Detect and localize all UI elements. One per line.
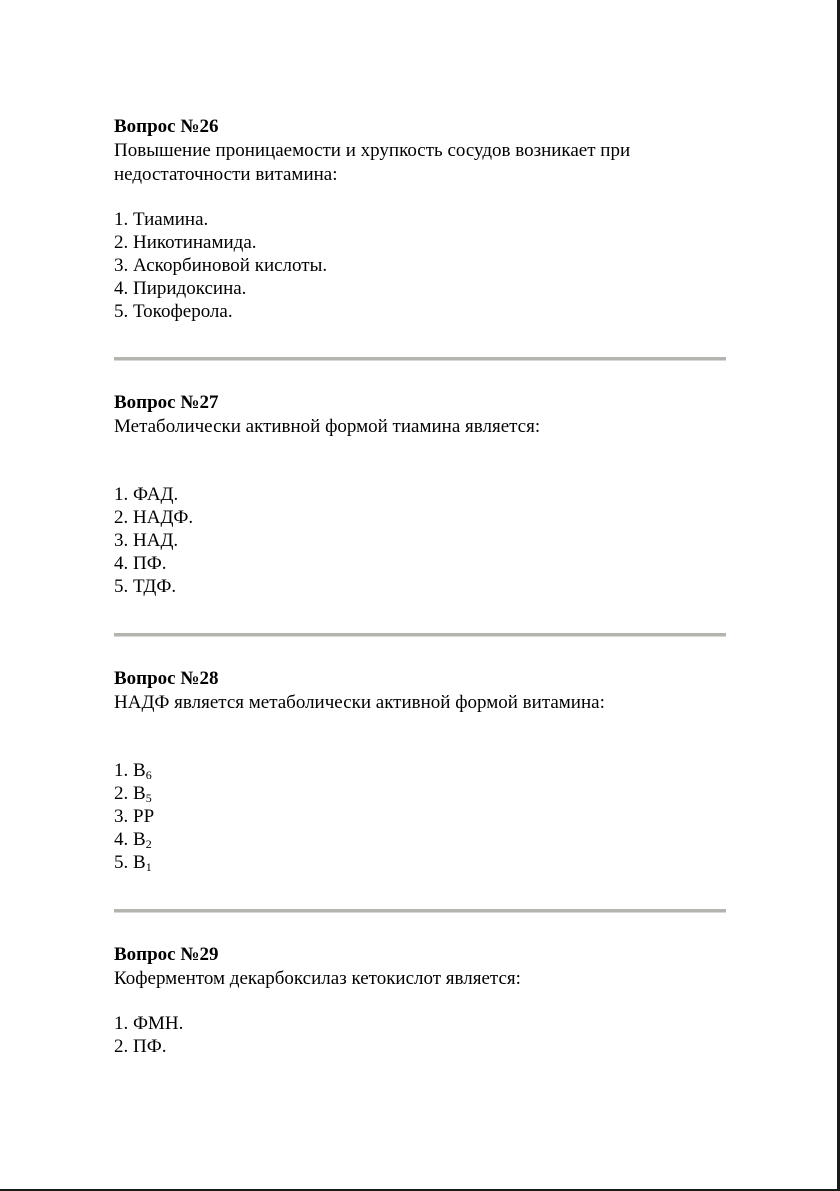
answer-text: 1. Тиамина. xyxy=(114,209,209,230)
question-27 xyxy=(114,391,734,598)
question-26 xyxy=(114,115,734,323)
question-text-line: Метаболически активной формой тиамина является: xyxy=(114,416,541,437)
answer-list xyxy=(114,1012,734,1058)
answer-list xyxy=(114,759,734,874)
answer-text: 2. НАДФ. xyxy=(114,507,194,528)
answer-option xyxy=(114,529,734,552)
answer-text: 5. B xyxy=(114,852,146,873)
question-separator xyxy=(114,909,726,913)
answer-option xyxy=(114,300,734,323)
answer-option xyxy=(114,277,734,300)
answer-subscript: 6 xyxy=(145,768,152,782)
question-title: Вопрос №27 xyxy=(114,392,219,413)
answer-list xyxy=(114,208,734,323)
answer-text: 5. Токоферола. xyxy=(114,301,233,322)
question-text-line: недостаточности витамина: xyxy=(114,164,338,185)
answer-option xyxy=(114,851,734,874)
answer-option xyxy=(114,805,734,828)
question-text-line: Повышение проницаемости и хрупкость сосудов возникает при xyxy=(114,140,631,161)
answer-text: 4. B xyxy=(114,829,146,850)
answer-text: 4. Пиридоксина. xyxy=(114,278,247,299)
answer-option xyxy=(114,575,734,598)
answer-option xyxy=(114,1012,734,1035)
question-title: Вопрос №29 xyxy=(114,944,219,965)
answer-option xyxy=(114,208,734,231)
answer-text: 3. Аскорбиновой кислоты. xyxy=(114,255,328,276)
answer-text: 2. Никотинамида. xyxy=(114,232,257,253)
question-separator xyxy=(114,357,726,361)
question-title: Вопрос №26 xyxy=(114,116,219,137)
question-separator xyxy=(114,633,726,637)
answer-text: 2. ПФ. xyxy=(114,1036,167,1057)
answer-option xyxy=(114,552,734,575)
answer-option xyxy=(114,782,734,805)
question-text-line: Коферментом декарбоксилаз кетокислот является: xyxy=(114,968,521,989)
answer-text: 3. PP xyxy=(114,806,155,827)
answer-option xyxy=(114,231,734,254)
question-28 xyxy=(114,667,734,874)
answer-option xyxy=(114,828,734,851)
answer-text: 1. B xyxy=(114,760,146,781)
answer-text: 1. ФМН. xyxy=(114,1013,184,1034)
answer-option xyxy=(114,483,734,506)
question-title: Вопрос №28 xyxy=(114,668,219,689)
answer-text: 2. B xyxy=(114,783,146,804)
answer-subscript: 2 xyxy=(145,837,152,851)
answer-list xyxy=(114,483,734,598)
answer-subscript: 1 xyxy=(145,860,152,874)
answer-text: 1. ФАД. xyxy=(114,484,179,505)
question-29 xyxy=(114,943,734,1058)
answer-option xyxy=(114,254,734,277)
answer-text: 3. НАД. xyxy=(114,530,179,551)
answer-text: 5. ТДФ. xyxy=(114,576,177,597)
answer-option xyxy=(114,506,734,529)
answer-subscript: 5 xyxy=(145,791,152,805)
answer-text: 4. ПФ. xyxy=(114,553,167,574)
answer-option xyxy=(114,759,734,782)
question-text-line: НАДФ является метаболически активной формой витамина: xyxy=(114,692,605,713)
answer-option xyxy=(114,1035,734,1058)
